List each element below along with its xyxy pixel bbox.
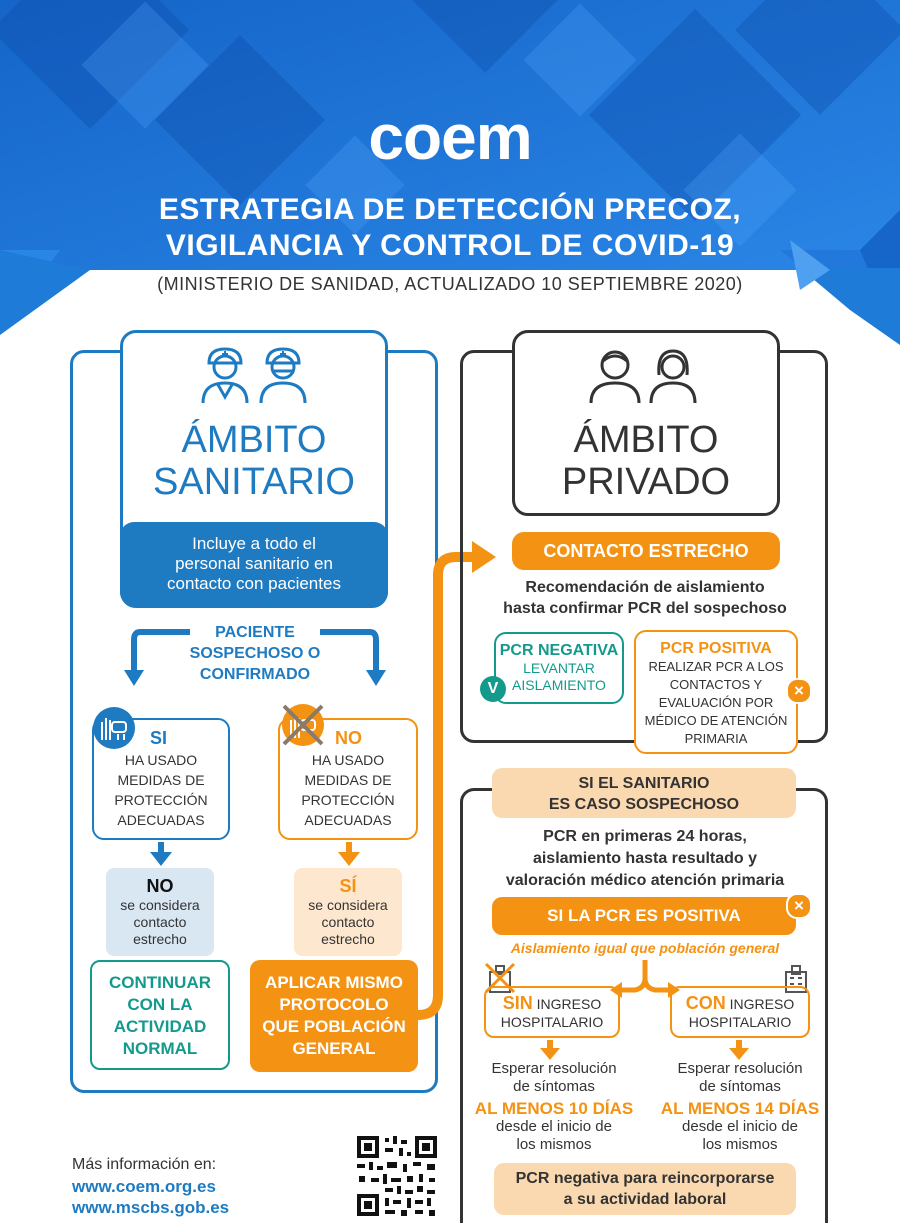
no-text-line: HA USADO bbox=[311, 752, 385, 768]
result-no-box bbox=[106, 868, 214, 956]
result-no-label: NO bbox=[146, 876, 174, 896]
page-title-line2: VIGILANCIA Y CONTROL DE COVID-19 bbox=[165, 229, 735, 262]
no-text-line: MEDIDAS DE bbox=[304, 772, 392, 788]
contact-label: CONTACTO ESTRECHO bbox=[512, 532, 780, 570]
arrow-down-icon bbox=[729, 1040, 749, 1060]
final-note bbox=[494, 1163, 796, 1215]
pcr-positive-line: CONTACTOS Y bbox=[669, 677, 763, 692]
pcr-negative-text bbox=[496, 660, 622, 694]
result-line: estrecho bbox=[321, 931, 375, 947]
since-line: los mismos bbox=[516, 1136, 592, 1153]
wait-line: Esperar resolución bbox=[491, 1060, 617, 1077]
more-info-label: Más información en: bbox=[72, 1156, 217, 1173]
left-outcome bbox=[470, 1060, 638, 1154]
patient-line: CONFIRMADO bbox=[199, 666, 311, 683]
wait-line: de síntomas bbox=[513, 1078, 595, 1095]
continue-box bbox=[90, 960, 230, 1070]
arrow-down-icon bbox=[150, 842, 172, 866]
si-text-line: MEDIDAS DE bbox=[117, 772, 205, 788]
no-text-line: ADECUADAS bbox=[304, 812, 392, 828]
medical-staff-icon bbox=[195, 343, 315, 405]
result-line: estrecho bbox=[133, 931, 187, 947]
pcr-negative-box bbox=[494, 632, 624, 704]
suspect-text-line: aislamiento hasta resultado y bbox=[532, 850, 758, 867]
con-label: CON bbox=[685, 993, 726, 1013]
pcr-negative-line: AISLAMIENTO bbox=[512, 677, 606, 693]
no-label: NO bbox=[335, 728, 362, 748]
continue-line: CON LA bbox=[127, 995, 193, 1014]
si-text-line: PROTECCIÓN bbox=[114, 792, 208, 808]
recommendation-line: hasta confirmar PCR del sospechoso bbox=[503, 600, 787, 617]
people-icon bbox=[585, 343, 705, 405]
coem-link[interactable]: www.coem.org.es bbox=[72, 1177, 216, 1196]
positive-label: SI LA PCR ES POSITIVA bbox=[492, 897, 796, 935]
suspect-title-line: ES CASO SOSPECHOSO bbox=[548, 796, 740, 813]
sin-line2: HOSPITALARIO bbox=[500, 1014, 604, 1030]
pcr-negative-line: LEVANTAR bbox=[523, 660, 595, 676]
since-line: los mismos bbox=[702, 1136, 778, 1153]
arrow-down-icon bbox=[338, 842, 360, 866]
since-line: desde el inicio de bbox=[682, 1118, 798, 1135]
pcr-positive-text bbox=[636, 658, 796, 748]
sanitario-includes-box bbox=[120, 522, 388, 606]
continue-line: ACTIVIDAD bbox=[113, 1017, 207, 1036]
con-line2: HOSPITALARIO bbox=[688, 1014, 792, 1030]
con-ingreso-box bbox=[670, 986, 810, 1038]
final-line: PCR negativa para reincorporarse bbox=[515, 1170, 775, 1187]
suspect-text-line: valoración médico atención primaria bbox=[505, 872, 785, 889]
sanitario-title-line1: ÁMBITO bbox=[181, 419, 327, 461]
result-line: contacto bbox=[321, 914, 375, 930]
patient-line: SOSPECHOSO O bbox=[189, 645, 321, 662]
includes-line: contacto con pacientes bbox=[167, 574, 341, 593]
suspect-text bbox=[470, 826, 820, 892]
wait-line: de síntomas bbox=[699, 1078, 781, 1095]
patient-line: PACIENTE bbox=[215, 624, 295, 641]
check-badge-icon: V bbox=[480, 676, 506, 702]
continue-line: NORMAL bbox=[122, 1039, 198, 1058]
continue-line: CONTINUAR bbox=[109, 973, 211, 992]
cross-badge-icon: × bbox=[786, 678, 812, 704]
includes-line: personal sanitario en bbox=[175, 554, 333, 573]
coem-logo: coem bbox=[368, 101, 532, 173]
result-si-label: SÍ bbox=[339, 876, 357, 896]
apply-line: PROTOCOLO bbox=[279, 995, 389, 1014]
page-subtitle: (MINISTERIO DE SANIDAD, ACTUALIZADO 10 SEPTIEMBRE 2020) bbox=[157, 274, 743, 294]
si-text-line: HA USADO bbox=[124, 752, 198, 768]
suspect-title-line: SI EL SANITARIO bbox=[578, 775, 710, 792]
apply-protocol-box bbox=[250, 960, 418, 1072]
pcr-positive-label: PCR POSITIVA bbox=[660, 640, 772, 657]
patient-label bbox=[150, 622, 360, 685]
cross-badge-icon: × bbox=[786, 893, 812, 919]
privado-title-line2: PRIVADO bbox=[561, 461, 731, 503]
header-banner bbox=[0, 0, 900, 345]
mscbs-link[interactable]: www.mscbs.gob.es bbox=[72, 1198, 230, 1217]
min-days: AL MENOS 10 DÍAS bbox=[474, 1099, 634, 1118]
no-text-line: PROTECCIÓN bbox=[301, 792, 395, 808]
wait-line: Esperar resolución bbox=[677, 1060, 803, 1077]
page-title-line1: ESTRATEGIA DE DETECCIÓN PRECOZ, bbox=[158, 193, 742, 226]
final-line: a su actividad laboral bbox=[563, 1191, 727, 1208]
includes-line: Incluye a todo el bbox=[192, 534, 316, 553]
result-si-text bbox=[294, 897, 402, 948]
pcr-positive-line: REALIZAR PCR A LOS bbox=[648, 659, 784, 674]
no-text bbox=[280, 750, 416, 830]
result-no-text bbox=[106, 897, 214, 948]
sin-ingreso-box bbox=[484, 986, 620, 1038]
sin-rest: INGRESO bbox=[536, 996, 602, 1012]
con-rest: INGRESO bbox=[729, 996, 795, 1012]
suspect-title bbox=[492, 768, 796, 818]
right-outcome bbox=[656, 1060, 824, 1154]
privado-title-line1: ÁMBITO bbox=[573, 419, 719, 461]
apply-line: QUE POBLACIÓN bbox=[262, 1017, 406, 1036]
sin-label: SIN bbox=[502, 993, 533, 1013]
recommendation-line: Recomendación de aislamiento bbox=[525, 579, 765, 596]
pcr-positive-line: EVALUACIÓN POR bbox=[658, 695, 774, 710]
isolation-text: Aislamiento igual que población general bbox=[510, 940, 780, 956]
sanitario-title-line2: SANITARIO bbox=[153, 461, 355, 503]
unprotected-hands-icon bbox=[278, 700, 328, 750]
pcr-positive-line: MÉDICO DE ATENCIÓN bbox=[644, 713, 788, 728]
si-label: SI bbox=[150, 728, 168, 748]
pcr-positive-line: PRIMARIA bbox=[684, 731, 748, 746]
recommendation-text bbox=[470, 577, 820, 619]
result-line: se considera bbox=[308, 897, 388, 913]
si-text-line: ADECUADAS bbox=[117, 812, 205, 828]
min-days: AL MENOS 14 DÍAS bbox=[660, 1099, 820, 1118]
apply-line: APLICAR MISMO bbox=[265, 973, 403, 992]
qr-code-icon[interactable] bbox=[355, 1134, 439, 1218]
protected-hands-icon bbox=[92, 706, 136, 750]
apply-line: GENERAL bbox=[292, 1039, 376, 1058]
arrow-down-icon bbox=[540, 1040, 560, 1060]
result-si-box bbox=[294, 868, 402, 956]
suspect-text-line: PCR en primeras 24 horas, bbox=[543, 828, 747, 845]
pcr-positive-box bbox=[634, 630, 798, 754]
since-line: desde el inicio de bbox=[496, 1118, 612, 1135]
pcr-negative-label: PCR NEGATIVA bbox=[499, 642, 619, 659]
result-line: contacto bbox=[133, 914, 187, 930]
si-text bbox=[94, 750, 228, 830]
result-line: se considera bbox=[120, 897, 200, 913]
